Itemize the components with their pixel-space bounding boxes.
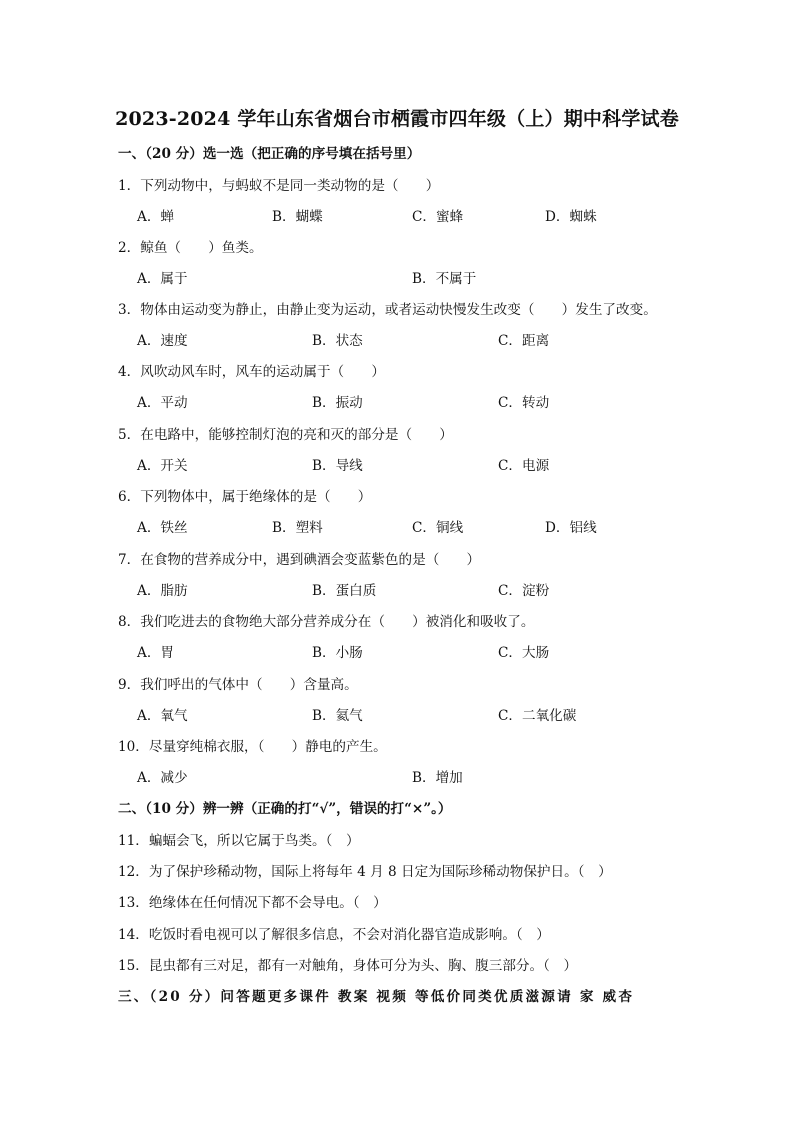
question-1: 1．下列动物中，与蚂蚁不是同一类动物的是（ ） <box>118 178 440 194</box>
option: C．转动 <box>498 395 550 411</box>
option: B．小肠 <box>312 645 363 661</box>
option: B．塑料 <box>272 520 323 536</box>
option: A．属于 <box>137 271 188 287</box>
option: C．距离 <box>498 333 550 349</box>
option: B．增加 <box>412 770 463 786</box>
question-9: 9．我们呼出的气体中（ ）含量高。 <box>118 677 358 693</box>
option: B．蝴蝶 <box>272 209 323 225</box>
question-5-options <box>0 457 794 475</box>
question-3: 3．物体由运动变为静止，由静止变为运动，或者运动快慢发生改变（ ）发生了改变。 <box>118 302 657 318</box>
option: C．二氧化碳 <box>498 708 577 724</box>
option: C．蜜蜂 <box>412 209 464 225</box>
option: A．速度 <box>137 333 188 349</box>
judgment-13: 13．绝缘体在任何情况下都不会导电。（ ） <box>118 895 387 911</box>
judgment-12: 12．为了保护珍稀动物，国际上将每年 4 月 8 日定为国际珍稀动物保护日。（ ） <box>118 864 612 880</box>
option: B．状态 <box>312 333 363 349</box>
question-5: 5．在电路中，能够控制灯泡的亮和灭的部分是（ ） <box>118 427 453 443</box>
question-7-options <box>0 582 794 600</box>
question-8: 8．我们吃进去的食物绝大部分营养成分在（ ）被消化和吸收了。 <box>118 614 535 630</box>
option: A．开关 <box>137 458 188 474</box>
question-2-options <box>0 270 794 288</box>
question-10-options <box>0 769 794 787</box>
option: B．振动 <box>312 395 363 411</box>
section-2-heading: 二、（10 分）辨一辨（正确的打“√”，错误的打“×”。） <box>118 801 452 817</box>
section-1-heading: 一、（20 分）选一选（把正确的序号填在括号里） <box>118 146 421 162</box>
question-4-options <box>0 394 794 412</box>
question-3-options <box>0 332 794 350</box>
question-6: 6．下列物体中，属于绝缘体的是（ ） <box>118 489 372 505</box>
option: C．大肠 <box>498 645 550 661</box>
option: A．减少 <box>137 770 188 786</box>
question-6-options <box>0 519 794 537</box>
question-4: 4．风吹动风车时，风车的运动属于（ ） <box>118 364 385 380</box>
question-9-options <box>0 707 794 725</box>
option: A．脂肪 <box>137 583 188 599</box>
option: C．淀粉 <box>498 583 550 599</box>
option: D．铝线 <box>545 520 597 536</box>
option: A．氧气 <box>137 708 188 724</box>
option: B．导线 <box>312 458 363 474</box>
judgment-15: 15．昆虫都有三对足，都有一对触角，身体可分为头、胸、腹三部分。（ ） <box>118 958 578 974</box>
option: D．蜘蛛 <box>545 209 597 225</box>
judgment-14: 14．吃饭时看电视可以了解很多信息，不会对消化器官造成影响。（ ） <box>118 927 550 943</box>
option: B．不属于 <box>412 271 477 287</box>
question-10: 10．尽量穿纯棉衣服，（ ）静电的产生。 <box>118 739 387 755</box>
option: A．蝉 <box>137 209 175 225</box>
option: A．铁丝 <box>137 520 188 536</box>
option: A．平动 <box>137 395 188 411</box>
option: C．铜线 <box>412 520 464 536</box>
option: A．胃 <box>137 645 175 661</box>
exam-title: 2023-2024 学年山东省烟台市栖霞市四年级（上）期中科学试卷 <box>115 108 679 130</box>
option: C．电源 <box>498 458 550 474</box>
judgment-11: 11．蝙蝠会飞，所以它属于鸟类。（ ） <box>118 833 360 849</box>
option: B．蛋白质 <box>312 583 377 599</box>
option: B．氦气 <box>312 708 363 724</box>
question-7: 7．在食物的营养成分中，遇到碘酒会变蓝紫色的是（ ） <box>118 552 481 568</box>
question-2: 2．鲸鱼（ ）鱼类。 <box>118 240 263 256</box>
question-1-options <box>0 208 794 226</box>
section-3-heading: 三、（20 分）问答题更多课件 教案 视频 等低价同类优质滋源请 家 威杏 <box>118 989 635 1005</box>
question-8-options <box>0 644 794 662</box>
